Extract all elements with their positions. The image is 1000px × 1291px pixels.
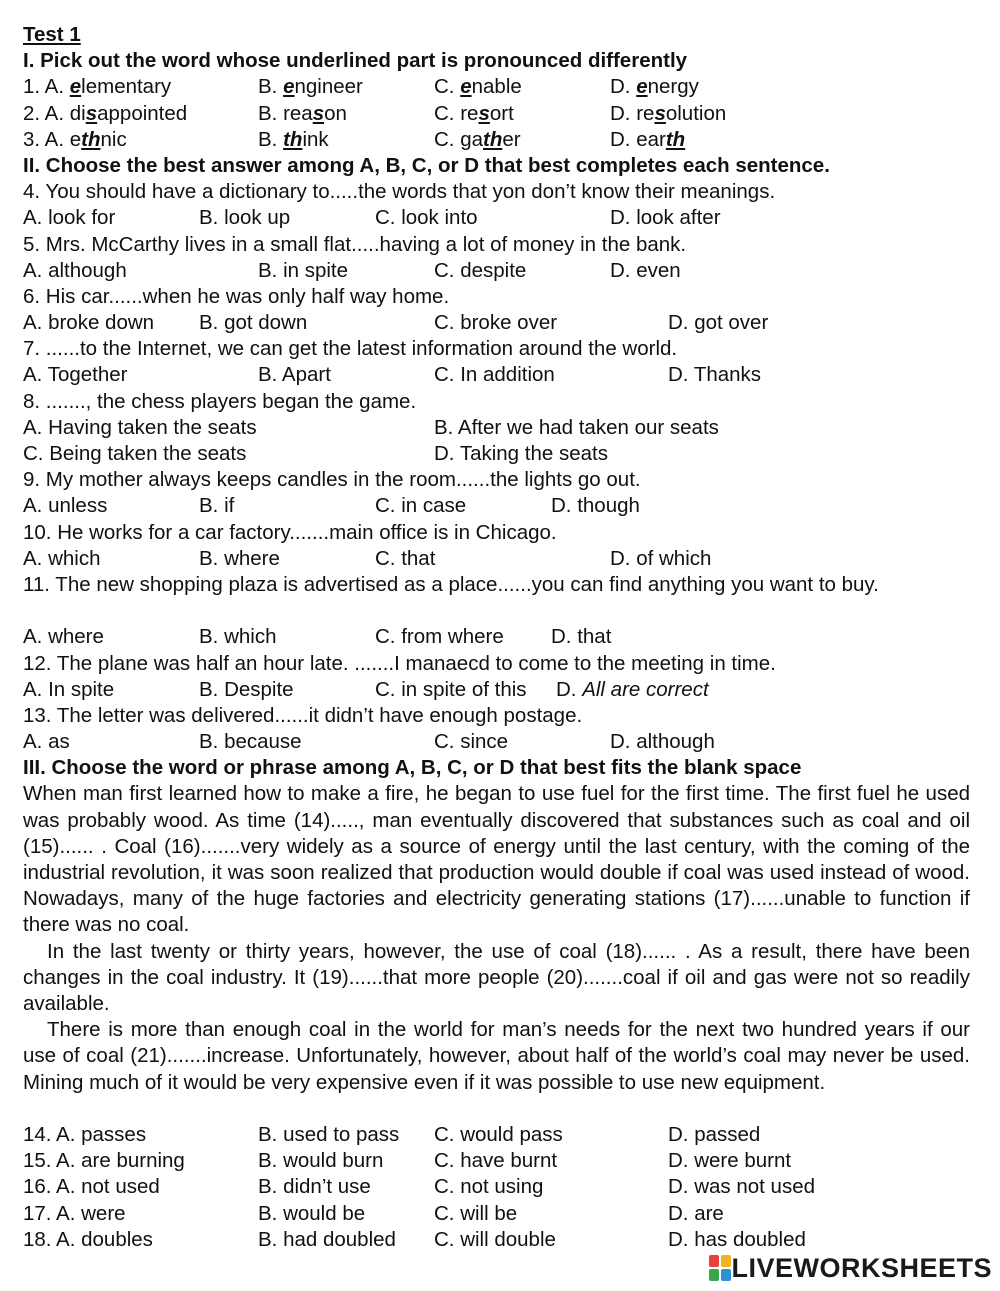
liveworksheets-logo-icon — [709, 1255, 731, 1281]
q3-option-b: B. think — [258, 127, 329, 151]
question-4: 4. You should have a dictionary to.....the words that yon don’t know their meanings. — [23, 180, 776, 204]
option-b: B. After we had taken our seats — [434, 415, 719, 439]
q3-option-c: C. gather — [434, 127, 521, 151]
option-a: A. where — [23, 625, 104, 649]
option-d: D. although — [610, 730, 715, 754]
liveworksheets-logo[interactable] — [709, 1253, 992, 1283]
question-7-options — [23, 362, 970, 388]
option-c: C. will be — [434, 1201, 518, 1225]
worksheet — [23, 22, 970, 1253]
option-c: C. that — [375, 546, 436, 570]
option-d: D. passed — [668, 1123, 761, 1147]
option-c: C. have burnt — [434, 1149, 558, 1173]
option-b: B. Despite — [199, 677, 294, 701]
question-1 — [23, 74, 970, 100]
passage-paragraph-3: There is more than enough coal in the world for man’s needs for the next two hundred years if our use of coal (21).......increase. Unfortunately, however, about half of the world’s coal may never be used. Mining much of it would be very expensive even if it was possible to use new equipment. — [23, 1018, 970, 1094]
option-d: D. was not used — [668, 1175, 815, 1199]
question-8-options-ab — [23, 415, 970, 441]
question-9-options — [23, 493, 970, 519]
option-a: A. which — [23, 546, 101, 570]
section-1-heading: I. Pick out the word whose underlined part is pronounced differently — [23, 49, 688, 73]
q2-option-a: 2. A. disappointed — [23, 101, 188, 125]
option-d: D. All are correct — [556, 677, 709, 701]
q2-option-d: D. resolution — [610, 101, 727, 125]
question-6-options — [23, 310, 970, 336]
section-2-heading: II. Choose the best answer among A, B, C, or D that best completes each sentence. — [23, 153, 830, 177]
question-12: 12. The plane was half an hour late. .......I manaecd to come to the meeting in time. — [23, 651, 776, 675]
question-3 — [23, 127, 970, 153]
option-c: C. not using — [434, 1175, 544, 1199]
q1-option-c: C. enable — [434, 75, 522, 99]
option-a: A. as — [23, 730, 70, 754]
option-d: D. Taking the seats — [434, 442, 608, 465]
option-a: 14. A. passes — [23, 1123, 147, 1147]
option-b: B. in spite — [258, 258, 349, 282]
question-2 — [23, 101, 970, 127]
option-d: D. though — [551, 494, 640, 518]
option-b: B. look up — [199, 206, 291, 230]
q2-option-c: C. resort — [434, 101, 514, 125]
passage-paragraph-1: When man first learned how to make a fire, he began to use fuel for the first time. The first fuel he used was probably wood. As time (14)....., man eventually discovered that substances such as coal and oil (15)...... . Coal (16).......very widely as a source of energy until the last century, with the coming of the industrial revolution, it was soon realized that production would double if coal was used instead of wood. Nowadays, many of the huge factories and electricity generating stations (17)......unable to function if there was no coal. — [23, 782, 970, 937]
option-a: 17. A. were — [23, 1201, 126, 1225]
option-d: D. of which — [610, 546, 712, 570]
question-5-options — [23, 258, 970, 284]
answer-row-14 — [23, 1122, 970, 1148]
option-b: B. would be — [258, 1201, 366, 1225]
option-b: B. if — [199, 494, 235, 518]
option-b: B. got down — [199, 311, 308, 335]
question-9: 9. My mother always keeps candles in the room......the lights go out. — [23, 468, 641, 492]
section-3-heading: III. Choose the word or phrase among A, B, C, or D that best fits the blank space — [23, 756, 802, 780]
option-d: D. got over — [668, 311, 769, 335]
option-a: A. although — [23, 258, 127, 282]
option-d: D. are — [668, 1201, 724, 1225]
option-a: A. unless — [23, 494, 108, 518]
option-b: B. didn’t use — [258, 1175, 371, 1199]
option-c: C. despite — [434, 258, 527, 282]
option-d: D. were burnt — [668, 1149, 792, 1173]
option-d: D. look after — [610, 206, 721, 230]
question-13: 13. The letter was delivered......it didn’t have enough postage. — [23, 703, 583, 727]
option-c: C. from where — [375, 625, 504, 649]
option-b: B. where — [199, 546, 280, 570]
option-c: C. will double — [434, 1227, 556, 1251]
option-b: B. Apart — [258, 363, 331, 387]
answer-row-15 — [23, 1148, 970, 1174]
option-b: B. would burn — [258, 1149, 384, 1173]
question-10: 10. He works for a car factory.......main office is in Chicago. — [23, 520, 557, 544]
option-c: C. Being taken the seats — [23, 442, 247, 465]
question-6: 6. His car......when he was only half way home. — [23, 284, 450, 308]
worksheet-title: Test 1 — [23, 23, 81, 46]
option-a: 15. A. are burning — [23, 1149, 185, 1173]
question-11: 11. The new shopping plaza is advertised as a place......you can find anything you want to buy. — [23, 572, 879, 596]
option-a: A. look for — [23, 206, 116, 230]
option-d: D. Thanks — [668, 363, 762, 387]
liveworksheets-logo-text: LIVEWORKSHEETS — [731, 1252, 992, 1283]
option-a: A. Having taken the seats — [23, 415, 257, 439]
q3-option-d: D. earth — [610, 127, 686, 151]
question-7: 7. ......to the Internet, we can get the latest information around the world. — [23, 337, 678, 361]
option-b: B. which — [199, 625, 277, 649]
option-a: A. broke down — [23, 311, 155, 335]
passage-paragraph-2: In the last twenty or thirty years, however, the use of coal (18)...... . As a result, there have been changes in the coal industry. It (19)......that more people (20).......coal if oil and gas were not so readily available. — [23, 939, 970, 1016]
q1-option-d: D. energy — [610, 75, 699, 99]
option-d: D. that — [551, 625, 612, 649]
option-c: C. In addition — [434, 363, 555, 387]
question-13-options — [23, 729, 970, 755]
answer-row-18 — [23, 1227, 970, 1253]
option-b: B. because — [199, 730, 302, 754]
option-a: 16. A. not used — [23, 1175, 160, 1199]
option-d: D. even — [610, 258, 681, 282]
answer-row-17 — [23, 1201, 970, 1227]
option-a: A. Together — [23, 363, 128, 387]
question-5: 5. Mrs. McCarthy lives in a small flat.....having a lot of money in the bank. — [23, 232, 687, 256]
answer-row-16 — [23, 1174, 970, 1200]
option-d: D. has doubled — [668, 1227, 806, 1251]
question-8-options-cd — [23, 441, 970, 467]
question-8: 8. ......., the chess players began the game. — [23, 389, 417, 413]
option-c: C. would pass — [434, 1123, 563, 1147]
option-a: A. In spite — [23, 677, 115, 701]
option-b: B. used to pass — [258, 1123, 400, 1147]
option-c: C. broke over — [434, 311, 558, 335]
option-a: 18. A. doubles — [23, 1227, 153, 1251]
q3-option-a: 3. A. ethnic — [23, 127, 127, 151]
q1-option-b: B. engineer — [258, 75, 363, 99]
question-10-options — [23, 546, 970, 572]
question-11-options — [23, 624, 970, 650]
option-c: C. in spite of this — [375, 677, 527, 701]
q2-option-b: B. reason — [258, 101, 347, 125]
option-c: C. since — [434, 730, 509, 754]
option-c: C. look into — [375, 206, 478, 230]
question-4-options — [23, 205, 970, 231]
q1-option-a: 1. A. elementary — [23, 75, 172, 99]
option-c: C. in case — [375, 494, 467, 518]
option-b: B. had doubled — [258, 1227, 396, 1251]
question-12-options — [23, 677, 970, 703]
